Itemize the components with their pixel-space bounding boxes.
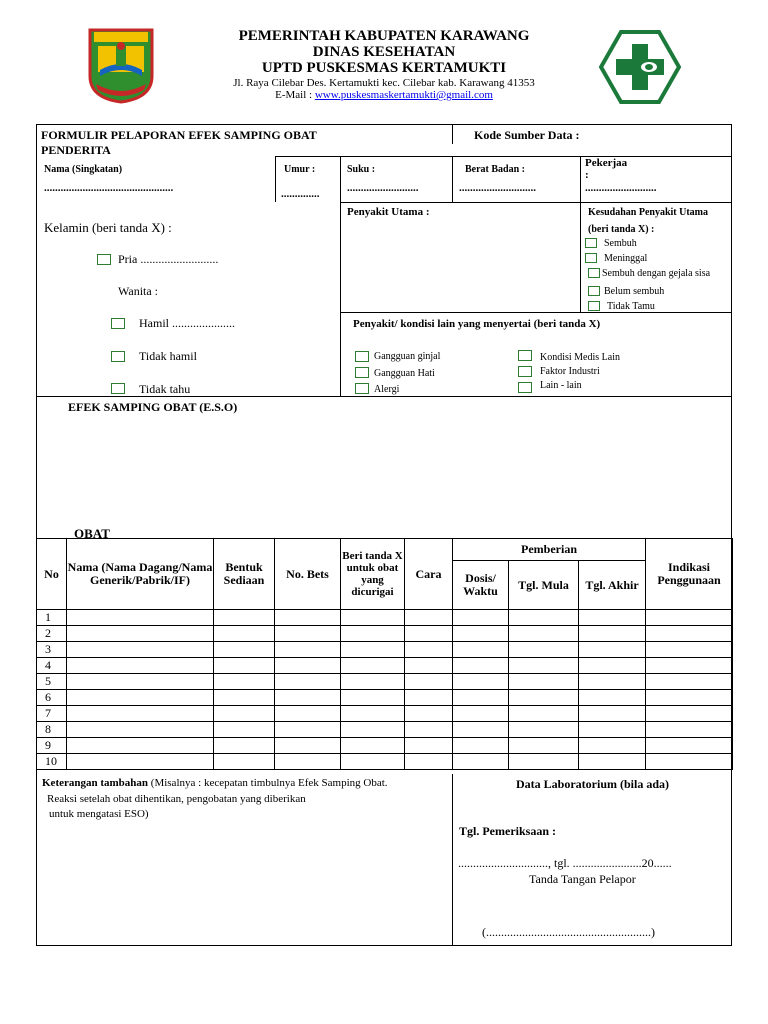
berat-badan-label: Berat Badan : xyxy=(465,164,525,175)
belum-sembuh-label: Belum sembuh xyxy=(604,286,665,297)
puskesmas-logo xyxy=(599,30,681,104)
tidak-hamil-checkbox[interactable] xyxy=(111,351,125,362)
pria-label: Pria .......................... xyxy=(118,252,219,266)
col-nama: Nama (Nama Dagang/Nama Generik/Pabrik/IF) xyxy=(67,539,214,610)
header-line-1: PEMERINTAH KABUPATEN KARAWANG xyxy=(238,28,530,44)
nama-label: Nama (Singkatan) xyxy=(44,164,123,175)
alergi-checkbox[interactable] xyxy=(355,383,369,394)
email-label: E-Mail : xyxy=(275,89,315,101)
kesudahan-sub: (beri tanda X) : xyxy=(588,224,655,235)
col-tgl-mula: Tgl. Mula xyxy=(509,561,579,610)
faktor-industri-label: Faktor Industri xyxy=(540,366,600,377)
tidak-tamu-label: Tidak Tamu xyxy=(607,301,655,312)
hamil-checkbox[interactable] xyxy=(111,318,125,329)
penyakit-lain-label: Penyakit/ kondisi lain yang menyertai (beri tanda X) xyxy=(353,318,601,330)
lain-lain-label: Lain - lain xyxy=(540,380,582,391)
eso-label: EFEK SAMPING OBAT (E.S.O) xyxy=(68,400,238,414)
pekerjaan-field[interactable]: .......................... xyxy=(585,182,657,194)
obat-table xyxy=(36,538,733,770)
keterangan-line-2: Reaksi setelah obat dihentikan, pengobatan yang diberikan xyxy=(47,793,306,805)
signature-line[interactable]: (.......................................................) xyxy=(482,925,655,939)
umur-field[interactable]: .............. xyxy=(281,188,320,200)
col-tgl-akhir: Tgl. Akhir xyxy=(579,561,646,610)
tanda-tangan-label: Tanda Tangan Pelapor xyxy=(529,872,636,886)
suku-label: Suku : xyxy=(347,164,376,175)
meninggal-checkbox[interactable] xyxy=(585,253,597,263)
alergi-label: Alergi xyxy=(374,384,400,395)
pekerjaan-label: Pekerjaa xyxy=(585,157,628,169)
kelamin-label: Kelamin (beri tanda X) : xyxy=(44,220,172,235)
sembuh-checkbox[interactable] xyxy=(585,238,597,248)
tidak-tahu-checkbox[interactable] xyxy=(111,383,125,394)
suku-field[interactable]: .......................... xyxy=(347,182,419,194)
table-row: 3 xyxy=(37,642,733,658)
penyakit-utama-label: Penyakit Utama : xyxy=(347,206,430,218)
nama-field[interactable]: ............................................... xyxy=(44,182,174,194)
keterangan-line-1 xyxy=(42,777,388,789)
table-row: 5 xyxy=(37,674,733,690)
pekerjaan-colon: : xyxy=(585,169,589,181)
sembuh-gejala-sisa-checkbox[interactable] xyxy=(588,268,600,278)
kondisi-medis-lain-label: Kondisi Medis Lain xyxy=(540,352,620,363)
table-row: 2 xyxy=(37,626,733,642)
table-row: 1 xyxy=(37,610,733,626)
table-row: 4 xyxy=(37,658,733,674)
tgl-pemeriksaan-label: Tgl. Pemeriksaan : xyxy=(459,824,556,838)
lab-label: Data Laboratorium (bila ada) xyxy=(516,777,669,791)
kode-sumber-data-label: Kode Sumber Data : xyxy=(474,128,580,142)
gangguan-hati-label: Gangguan Hati xyxy=(374,368,435,379)
gangguan-hati-checkbox[interactable] xyxy=(355,367,369,378)
col-bentuk: Bentuk Sediaan xyxy=(214,539,275,610)
pria-checkbox[interactable] xyxy=(97,254,111,265)
table-row: 9 xyxy=(37,738,733,754)
header-line-3: UPTD PUSKESMAS KERTAMUKTI xyxy=(261,60,507,76)
keterangan-line-3: untuk mengatasi ESO) xyxy=(49,808,149,820)
date-line[interactable]: .............................., tgl. .......................20...... xyxy=(458,856,672,870)
lain-lain-checkbox[interactable] xyxy=(518,382,532,393)
sembuh-gejala-sisa-label: Sembuh dengan gejala sisa xyxy=(602,268,711,279)
umur-label: Umur : xyxy=(284,164,316,175)
obat-label: OBAT xyxy=(74,526,110,541)
tidak-tahu-label: Tidak tahu xyxy=(139,382,191,396)
col-pemberian: Pemberian xyxy=(453,539,646,561)
table-row: 10 xyxy=(37,754,733,770)
penderita-label: PENDERITA xyxy=(41,143,111,157)
col-cara: Cara xyxy=(405,539,453,610)
hamil-label: Hamil ..................... xyxy=(139,316,235,330)
table-row: 6 xyxy=(37,690,733,706)
sembuh-label: Sembuh xyxy=(604,238,637,249)
col-dosis: Dosis/ Waktu xyxy=(453,561,509,610)
kesudahan-label: Kesudahan Penyakit Utama xyxy=(588,207,709,218)
col-indikasi: Indikasi Penggunaan xyxy=(646,539,733,610)
keterangan-bold: Keterangan tambahan xyxy=(42,777,149,789)
meninggal-label: Meninggal xyxy=(604,253,648,264)
berat-badan-field[interactable]: ............................ xyxy=(459,182,536,194)
table-row: 8 xyxy=(37,722,733,738)
faktor-industri-checkbox[interactable] xyxy=(518,366,532,377)
form-title: FORMULIR PELAPORAN EFEK SAMPING OBAT xyxy=(41,128,317,142)
gangguan-ginjal-label: Gangguan ginjal xyxy=(374,351,441,362)
email-link[interactable]: www.puskesmaskertamukti@gmail.com xyxy=(314,89,493,101)
wanita-label: Wanita : xyxy=(118,284,159,298)
keterangan-rest: (Misalnya : kecepatan timbulnya Efek Samping Obat. xyxy=(148,777,388,789)
tidak-tamu-checkbox[interactable] xyxy=(588,301,600,311)
header-address: Jl. Raya Cilebar Des. Kertamukti kec. Cilebar kab. Karawang 41353 xyxy=(233,77,535,89)
gangguan-ginjal-checkbox[interactable] xyxy=(355,351,369,362)
header-line-2: DINAS KESEHATAN xyxy=(312,44,456,60)
kondisi-medis-lain-checkbox[interactable] xyxy=(518,350,532,361)
col-beri: Beri tanda X untuk obat yang dicurigai xyxy=(341,539,405,610)
tidak-hamil-label: Tidak hamil xyxy=(139,349,197,363)
col-bets: No. Bets xyxy=(275,539,341,610)
col-no: No xyxy=(37,539,67,610)
belum-sembuh-checkbox[interactable] xyxy=(588,286,600,296)
table-row: 7 xyxy=(37,706,733,722)
